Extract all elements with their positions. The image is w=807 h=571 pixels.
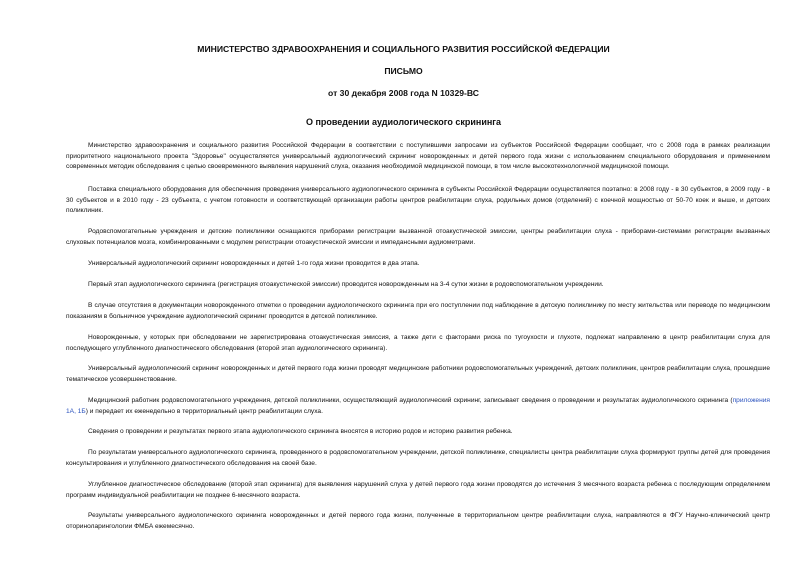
paragraph-9-text-start: Медицинский работник родовспомогательного учреждения, детской поликлиники, осуществляющий аудиологический скрининг, записывает сведения о проведении и результатах аудиологического скрининга ( [88, 397, 733, 404]
paragraph-3: Родовспомогательные учреждения и детские поликлиники оснащаются приборами регистрации вызванной отоакустической эмиссии, центры реабилитации слуха - приборами-системами регистрации вызванных слуховых потенциалов мозга, комбинированными с модулем регистрации отоакустической эмиссии и импедансными аудиометрами. [66, 228, 770, 246]
paragraph-13: Результаты универсального аудиологического скрининга новорожденных и детей первого года жизни, полученные в территориальном центре реабилитации слуха, направляются в ФГУ Научно-клинический центр оториноларингологии ФМБА ежемесячно. [66, 512, 770, 530]
paragraph-11: По результатам универсального аудиологического скрининга, проведенного в родовспомогательном учреждении, детской поликлинике, специалисты центра реабилитации слуха формируют группы детей для проведения консультирования и углубленного диагностического обследования на своей базе. [66, 449, 770, 467]
document-type: ПИСЬМО [384, 66, 423, 76]
paragraph-9-text-end: ) и передает их еженедельно в территориальный центр реабилитации слуха. [85, 407, 323, 415]
paragraph-8: Универсальный аудиологический скрининг новорожденных и детей первого года жизни проводят медицинские работники родовспомогательных учреждений, детских поликлиник, центров реабилитации слуха, прошедшие тематическое усовершенствование. [66, 365, 770, 383]
paragraph-2: Поставка специального оборудования для обеспечения проведения универсального аудиологического скрининга в субъекты Российской Федерации осуществляется поэтапно: в 2008 году - в 30 субъектов, в 2009 году - в 30 субъектов и в 2010 году - 23 субъекта, с учетом готовности и соответствующей организации работы центров реабилитации слуха, родильных домов (отделений) с коечной мощностью от 50-70 коек и выше, и детских поликлиник. [66, 186, 770, 215]
paragraph-1: Министерство здравоохранения и социального развития Российской Федерации в соответствии с поступившими запросами из субъектов Российской Федерации сообщает, что с 2008 года в рамках реализации приоритетного национального проекта "Здоровье" осуществляется универсальный аудиологический скрининг новорожденных и детей первого года жизни с использованием специального оборудования и применением современных методик обследования с целью своевременного выявления нарушений слуха, оказания необходимой медицинской помощи, в том числе высокотехнологичной медицинской помощи. [66, 142, 770, 171]
paragraph-7: Новорожденные, у которых при обследовании не зарегистрирована отоакустическая эмиссия, а также дети с факторами риска по тугоухости и глухоте, подлежат направлению в центр реабилитации слуха для последующего углубленного диагностического обследования (второй этап аудиологического скрининга). [66, 334, 770, 352]
appendix-link[interactable]: приложения 1А, 1Б [66, 397, 770, 415]
document-date-number: от 30 декабря 2008 года N 10329-ВС [328, 88, 479, 98]
paragraph-12: Углубленное диагностическое обследование (второй этап скрининга) для выявления нарушений слуха у детей первого года жизни проводятся до истечения 3 месячного возраста ребенка с последующим определением программ индивидуальной реабилитации не позднее 6-месячного возраста. [66, 481, 770, 499]
ministry-title: МИНИСТЕРСТВО ЗДРАВООХРАНЕНИЯ И СОЦИАЛЬНОГО РАЗВИТИЯ РОССИЙСКОЙ ФЕДЕРАЦИИ [197, 44, 610, 54]
paragraph-6: В случае отсутствия в документации новорожденного отметки о проведении аудиологического скрининга при его поступлении под наблюдение в детскую поликлинику по месту жительства или переводе по медицинским показаниям в больничное учреждение аудиологический скрининг проводится в детской поликлинике. [66, 302, 770, 320]
paragraph-9 [66, 396, 770, 417]
paragraph-5: Первый этап аудиологического скрининга (регистрация отоакустической эмиссии) проводится новорожденным на 3-4 сутки жизни в родовспомогательном учреждении. [88, 281, 604, 288]
document-subject: О проведении аудиологического скрининга [305, 117, 502, 127]
paragraph-10: Сведения о проведении и результатах первого этапа аудиологического скрининга вносятся в историю родов и историю развития ребенка. [88, 428, 513, 435]
paragraph-4: Универсальный аудиологический скрининг новорожденных и детей 1-го года жизни проводится в два этапа. [88, 260, 420, 267]
